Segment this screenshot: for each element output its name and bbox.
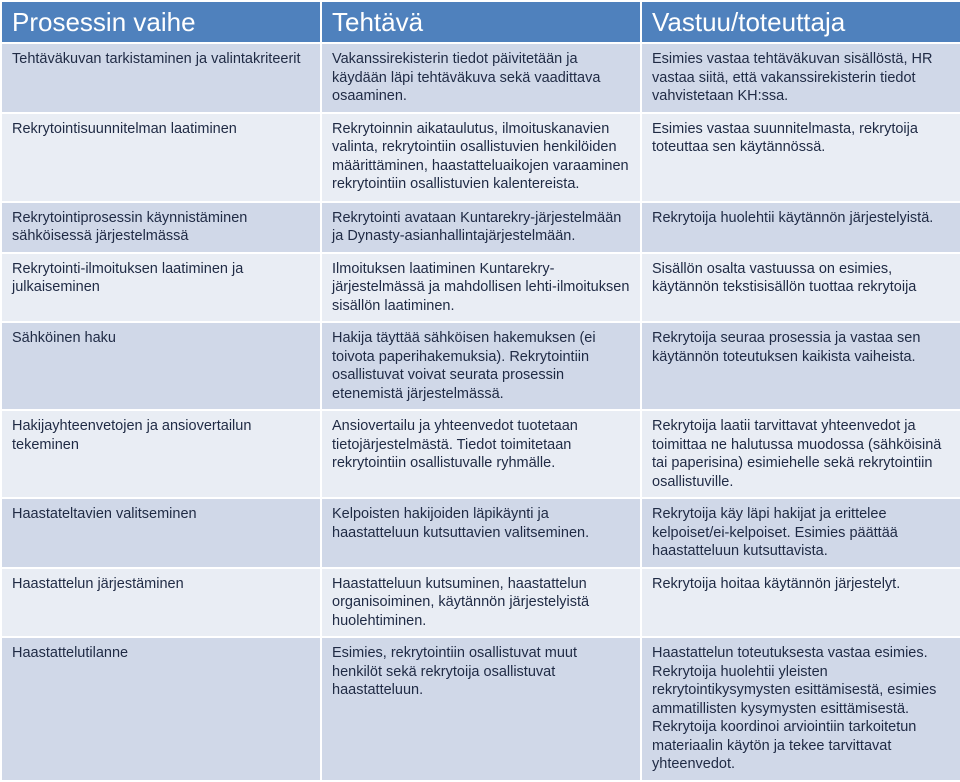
- task-cell: Kelpoisten hakijoiden läpikäynti ja haastatteluun kutsuttavien valitseminen.: [322, 499, 640, 567]
- header-responsible: Vastuu/toteuttaja: [642, 2, 960, 42]
- responsible-cell: Rekrytoija käy läpi hakijat ja erittelee kelpoiset/ei-kelpoiset. Esimies päättää haastatteluun kutsuttavista.: [642, 499, 960, 567]
- phase-cell: Rekrytointiprosessin käynnistäminen sähköisessä järjestelmässä: [2, 203, 320, 252]
- task-cell: Hakija täyttää sähköisen hakemuksen (ei toivota paperihakemuksia). Rekrytointiin osallistuvat voivat seurata prosessin etenemistä järjestelmässä.: [322, 323, 640, 409]
- table-row: [2, 638, 960, 780]
- phase-cell: Tehtäväkuvan tarkistaminen ja valintakriteerit: [2, 44, 320, 112]
- table-row: [2, 254, 960, 322]
- table-row: [2, 323, 960, 409]
- task-cell: Rekrytointi avataan Kuntarekry-järjestelmään ja Dynasty-asianhallintajärjestelmään.: [322, 203, 640, 252]
- responsible-cell: Rekrytoija huolehtii käytännön järjestelyistä.: [642, 203, 960, 252]
- task-cell: Haastatteluun kutsuminen, haastattelun organisoiminen, käytännön järjestelyistä huolehtiminen.: [322, 569, 640, 637]
- task-cell: Esimies, rekrytointiin osallistuvat muut henkilöt sekä rekrytoija osallistuvat haastatteluun.: [322, 638, 640, 780]
- phase-cell: Hakijayhteenvetojen ja ansiovertailun tekeminen: [2, 411, 320, 497]
- phase-cell: Sähköinen haku: [2, 323, 320, 409]
- phase-cell: Haastattelutilanne: [2, 638, 320, 780]
- table-row: [2, 569, 960, 637]
- responsible-cell: Rekrytoija laatii tarvittavat yhteenvedot ja toimittaa ne halutussa muodossa (sähköisinä tai paperisina) esimiehelle sekä rekrytointiin osallistuville.: [642, 411, 960, 497]
- table-row: [2, 114, 960, 201]
- phase-cell: Haastateltavien valitseminen: [2, 499, 320, 567]
- responsible-cell: Esimies vastaa tehtäväkuvan sisällöstä, HR vastaa siitä, että vakanssirekisterin tiedot vahvistetaan KH:ssa.: [642, 44, 960, 112]
- phase-cell: Rekrytointisuunnitelman laatiminen: [2, 114, 320, 201]
- responsible-cell: Esimies vastaa suunnitelmasta, rekrytoija toteuttaa sen käytännössä.: [642, 114, 960, 201]
- responsible-cell: Haastattelun toteutuksesta vastaa esimies. Rekrytoija huolehtii yleisten rekrytointikysymysten esittämisestä, esimies ammatillisten kysymysten esittämisestä. Rekrytoija koordinoi arviointiin tarkoitetun materiaalin käytön ja tekee tarvittavat yhteenvedot.: [642, 638, 960, 780]
- task-cell: Ilmoituksen laatiminen Kuntarekry-järjestelmässä ja mahdollisen lehti-ilmoituksen sisällön laatiminen.: [322, 254, 640, 322]
- responsible-cell: Rekrytoija hoitaa käytännön järjestelyt.: [642, 569, 960, 637]
- responsible-cell: Sisällön osalta vastuussa on esimies, käytännön tekstisisällön tuottaa rekrytoija: [642, 254, 960, 322]
- table-row: [2, 411, 960, 497]
- phase-cell: Haastattelun järjestäminen: [2, 569, 320, 637]
- responsible-cell: Rekrytoija seuraa prosessia ja vastaa sen käytännön toteutuksen kaikista vaiheista.: [642, 323, 960, 409]
- header-phase: Prosessin vaihe: [2, 2, 320, 42]
- task-cell: Rekrytoinnin aikataulutus, ilmoituskanavien valinta, rekrytointiin osallistuvien henkilöiden määrittäminen, haastatteluaikojen varaaminen rekrytointiin osallistuvien kalentereista.: [322, 114, 640, 201]
- header-row: [2, 2, 960, 42]
- task-cell: Vakanssirekisterin tiedot päivitetään ja käydään läpi tehtäväkuva sekä vaadittava osaaminen.: [322, 44, 640, 112]
- phase-cell: Rekrytointi-ilmoituksen laatiminen ja julkaiseminen: [2, 254, 320, 322]
- table-row: [2, 203, 960, 252]
- table-row: [2, 499, 960, 567]
- task-cell: Ansiovertailu ja yhteenvedot tuotetaan tietojärjestelmästä. Tiedot toimitetaan rekrytointiin osallistuvalle ryhmälle.: [322, 411, 640, 497]
- header-task: Tehtävä: [322, 2, 640, 42]
- table-row: [2, 44, 960, 112]
